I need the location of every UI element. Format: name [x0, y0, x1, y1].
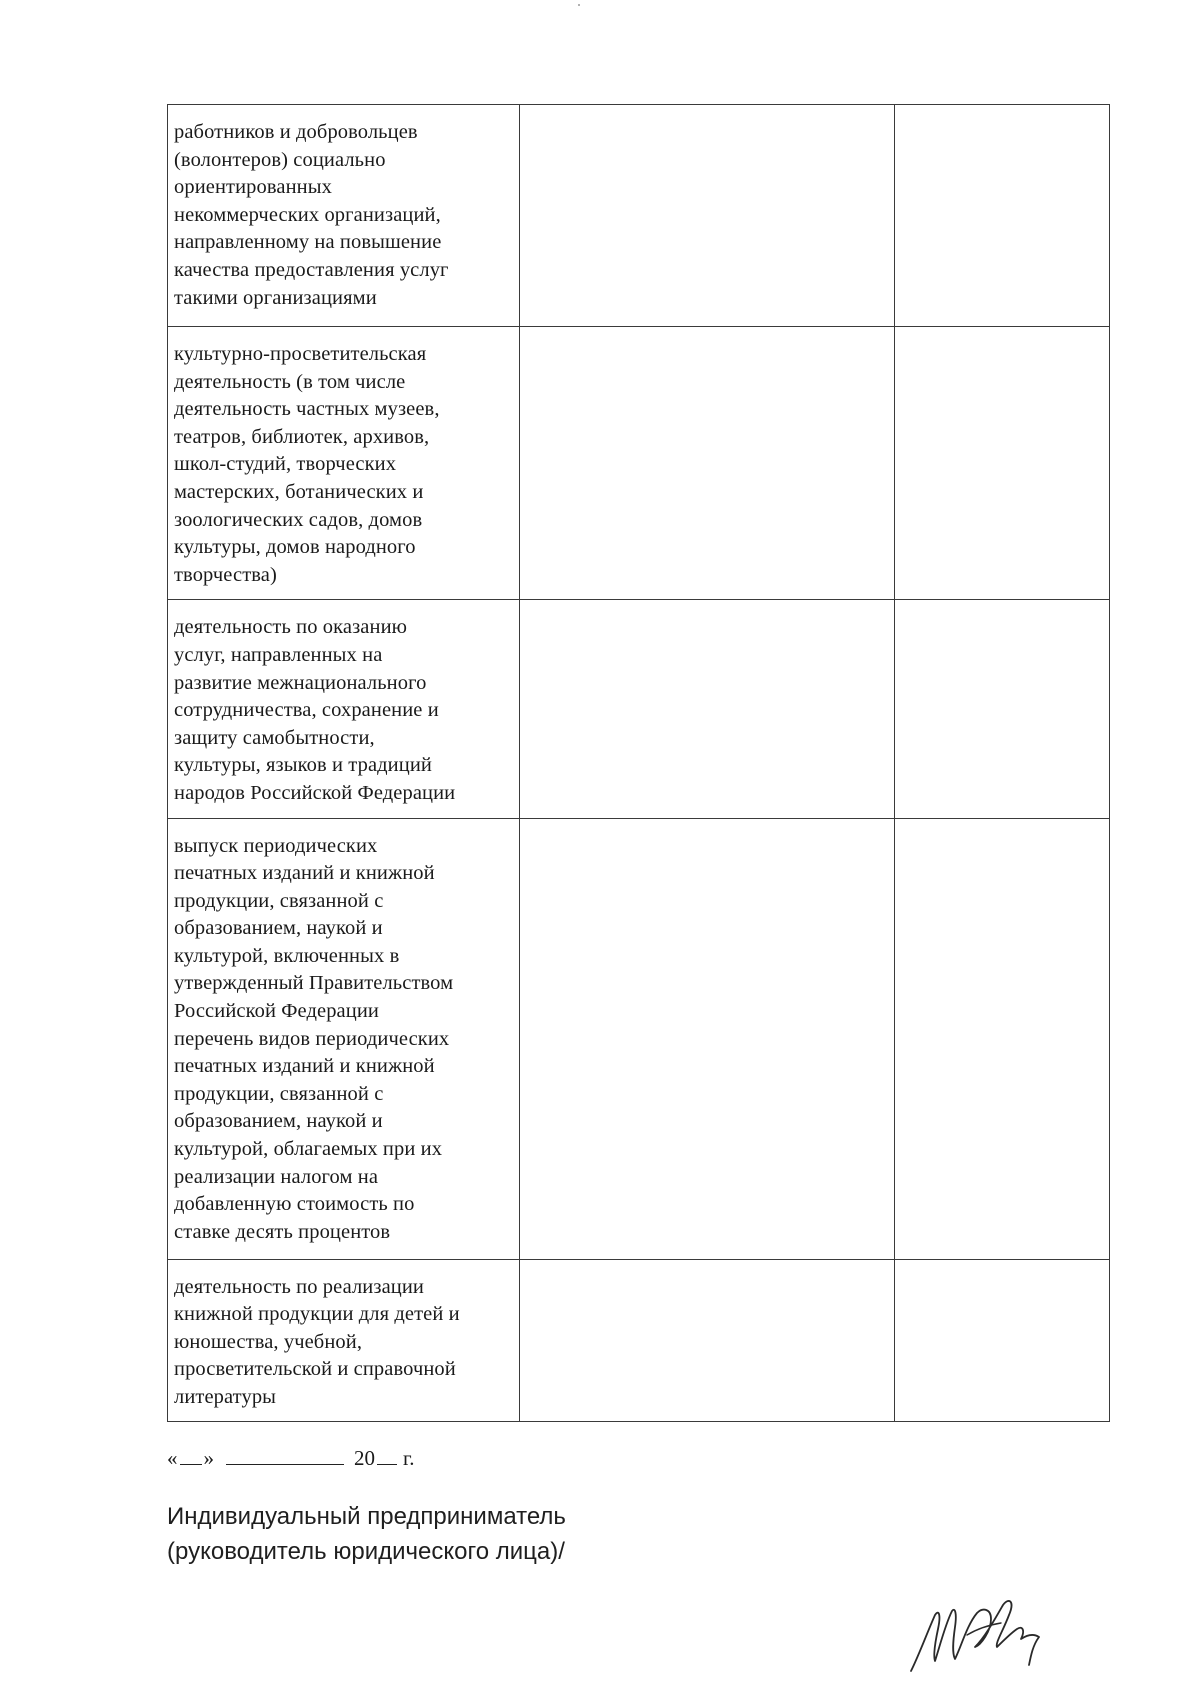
table-row [168, 818, 1110, 1259]
empty-cell [895, 1259, 1110, 1422]
activity-cell [168, 600, 520, 818]
table-row [168, 327, 1110, 600]
handwritten-signature [905, 1585, 1065, 1680]
scan-artifact [578, 4, 580, 6]
signatory-title: Индивидуальный предприниматель [167, 1503, 566, 1530]
empty-cell [520, 327, 895, 600]
empty-cell [895, 818, 1110, 1259]
table-row [168, 105, 1110, 327]
open-quote: « [167, 1446, 178, 1470]
activity-text: культурно-просветительская деятельность (в том числе деятельность частных музеев, театров, библиотек, архивов, школ-студий, творческих мастерских, ботанических и зоологических садов, домов культуры, домов народного творчества) [174, 343, 440, 586]
signatory-subtitle: (руководитель юридического лица)/ [167, 1538, 565, 1565]
date-line [167, 1444, 415, 1471]
activity-cell [168, 818, 520, 1259]
activity-cell [168, 1259, 520, 1422]
empty-cell [895, 327, 1110, 600]
close-quote: » [203, 1446, 214, 1470]
empty-cell [895, 105, 1110, 327]
empty-cell [520, 105, 895, 327]
year-blank [377, 1444, 397, 1465]
activity-text: деятельность по реализации книжной продукции для детей и юношества, учебной, просветительской и справочной литературы [174, 1275, 460, 1408]
table-row [168, 600, 1110, 818]
empty-cell [895, 600, 1110, 818]
month-blank [226, 1444, 344, 1465]
year-prefix: 20 [354, 1446, 375, 1470]
activity-text: деятельность по оказанию услуг, направленных на развитие межнационального сотрудничества, сохранение и защиту самобытности, культуры, языков и традиций народов Российской Федерации [174, 616, 456, 804]
empty-cell [520, 818, 895, 1259]
empty-cell [520, 1259, 895, 1422]
signatory-block [167, 1499, 566, 1569]
activity-text: выпуск периодических печатных изданий и книжной продукции, связанной с образованием, наукой и культурой, включенных в утвержденный Правительством Российской Федерации перечень видов периодических печатных изданий и книжной продукции, связанной с образованием, наукой и культурой, облагаемых при их реализации налогом на добавленную стоимость по ставке десять процентов [174, 834, 454, 1243]
empty-cell [520, 600, 895, 818]
activity-cell [168, 327, 520, 600]
activities-table [167, 104, 1110, 1422]
activity-cell [168, 105, 520, 327]
day-blank [180, 1444, 202, 1465]
activity-text: работников и добровольцев (волонтеров) социально ориентированных некоммерческих организаций, направленному на повышение качества предоставления услуг такими организациями [174, 121, 449, 309]
table-row [168, 1259, 1110, 1422]
year-suffix: г. [403, 1446, 415, 1470]
